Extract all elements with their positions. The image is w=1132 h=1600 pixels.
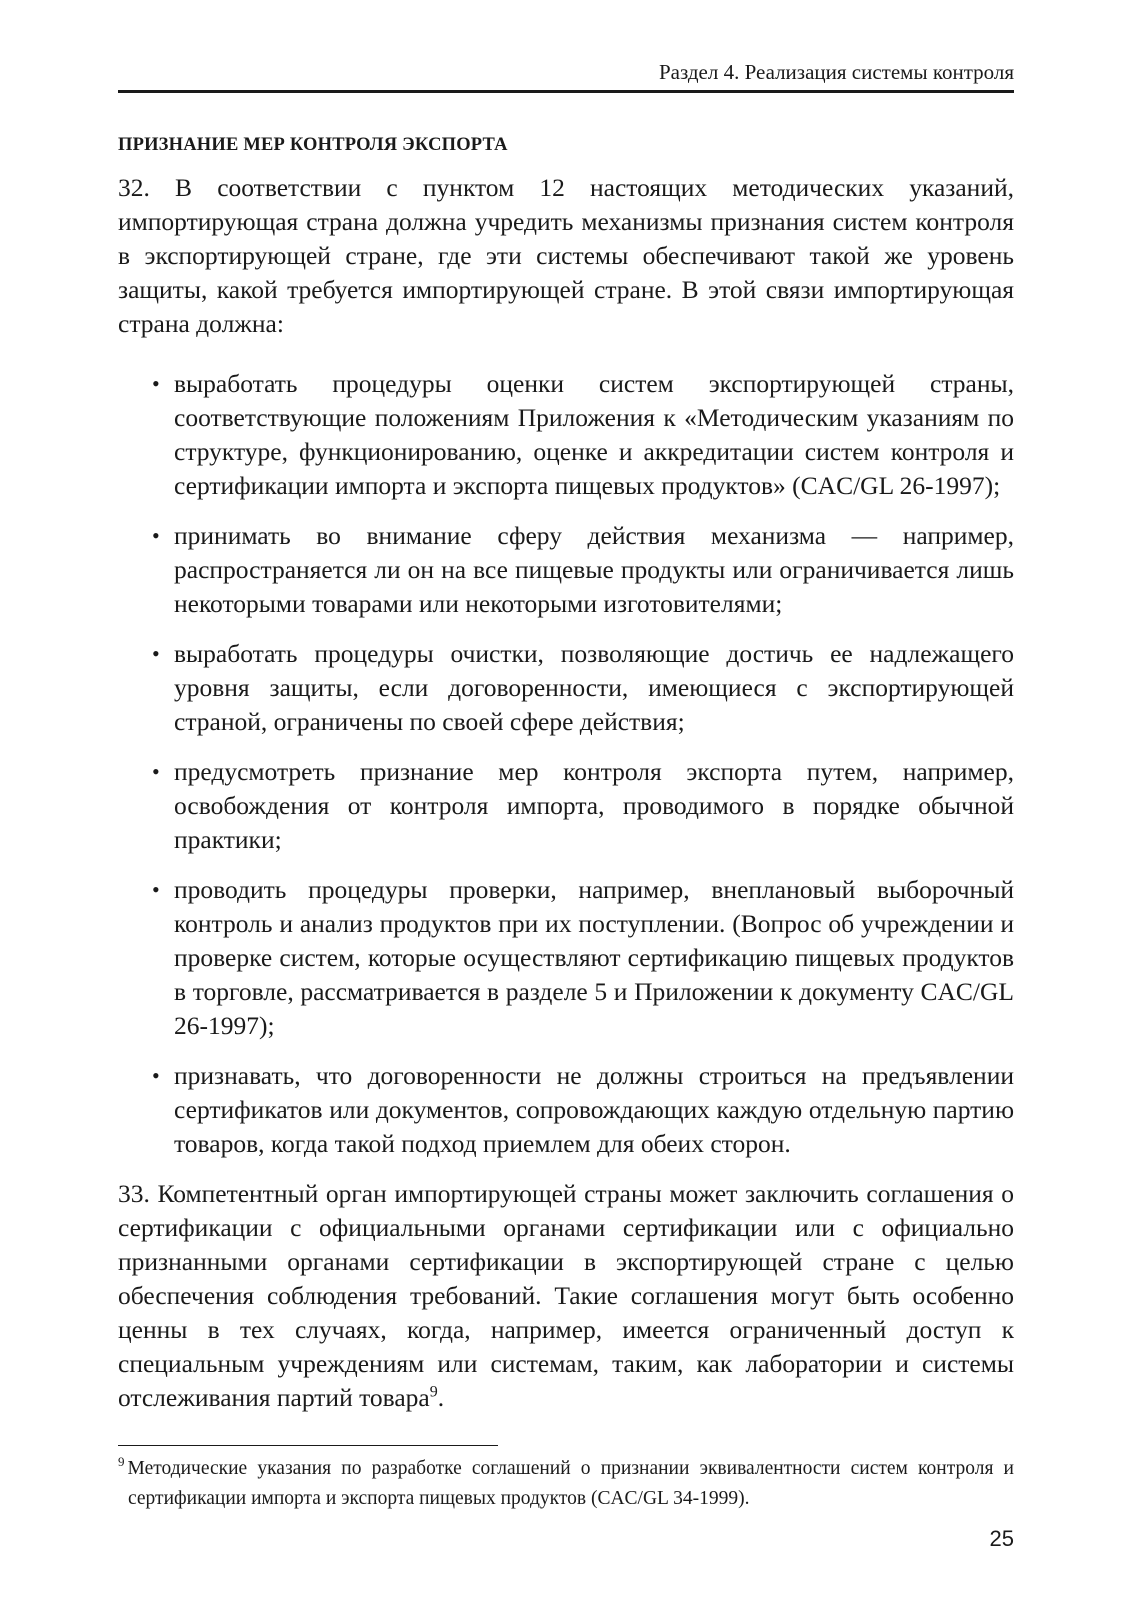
list-item-text: предусмотреть признание мер контроля экспорта путем, например, освобождения от контроля импорта, проводимого в порядке обычной практики; [174, 756, 1014, 854]
bullet-marker: • [152, 370, 160, 396]
list-item-text: выработать процедуры оценки систем экспортирующей страны, соответствующие положениям Приложения к «Методическим указаниям по структуре, функционированию, оценке и аккредитации систем контроля и сертификации импорта и экспорта пищевых продуктов» (CAC/GL 26-1997); [174, 368, 1014, 500]
list-item-text: принимать во внимание сферу действия механизма — например, распространяется ли он на все пищевые продукты или ограничивается лишь некоторыми товарами или некоторыми изготовителями; [174, 520, 1014, 618]
section-heading: ПРИЗНАНИЕ МЕР КОНТРОЛЯ ЭКСПОРТА [118, 135, 508, 155]
footnote-reference[interactable]: 9 [429, 1383, 438, 1400]
list-item [152, 755, 1014, 857]
paragraph-33-text: 33. Компетентный орган импортирующей страны может заключить соглашения о сертификации с официальными органами сертификации или с официально признанными органами сертификации в экспортирующей стране с целью обеспечения соблюдения требований. Такие соглашения могут быть особенно ценны в тех случаях, когда, например, имеется ограниченный доступ к специальным учреждениям или системам, таким, как лаборатории и системы отслеживания партий товара [118, 1178, 1014, 1412]
list-item-text: проводить процедуры проверки, например, внеплановый выборочный контроль и анализ продуктов при их поступлении. (Вопрос об учреждении и проверке систем, которые осуществляют сертификацию пищевых продуктов в торговле, рассматривается в разделе 5 и Приложении к документу CAC/GL 26-1997); [174, 874, 1014, 1040]
bullet-marker: • [152, 640, 160, 666]
list-item-text: признавать, что договоренности не должны строиться на предъявлении сертификатов или документов, сопровождающих каждую отдельную партию товаров, когда такой подход приемлем для обеих сторон. [174, 1060, 1014, 1158]
footnote [118, 1454, 1014, 1514]
bullet-marker: • [152, 522, 160, 548]
list-item [152, 519, 1014, 621]
paragraph-32: 32. В соответствии с пунктом 12 настоящих методических указаний, импортирующая страна должна учредить механизмы признания систем контроля в экспортирующей стране, где эти системы обеспечивают такой же уровень защиты, какой требуется импортирующей стране. В этой связи импортирующая страна должна: [118, 173, 1014, 338]
document-page [118, 58, 1014, 1588]
list-item [152, 367, 1014, 503]
bullet-marker: • [152, 1062, 160, 1088]
running-header: Раздел 4. Реализация системы контроля [118, 58, 1014, 93]
list-item-text: выработать процедуры очистки, позволяющие достичь ее надлежащего уровня защиты, если договоренности, имеющиеся с экспортирующей страной, ограничены по своей сфере действия; [174, 638, 1014, 736]
page-number: 25 [989, 1526, 1014, 1551]
bullet-marker: • [152, 758, 160, 784]
paragraph-33-end: . [437, 1382, 445, 1412]
list-item [152, 873, 1014, 1043]
bullet-marker: • [152, 876, 160, 902]
footnote-number: 9 [118, 1454, 125, 1469]
footnote-divider [118, 1445, 498, 1446]
bullet-list [118, 367, 1014, 1161]
list-item [152, 1059, 1014, 1161]
footnote-text: Методические указания по разработке соглашений о признании эквивалентности систем контроля и сертификации импорта и экспорта пищевых продуктов (CAC/GL 34-1999). [127, 1457, 1014, 1509]
paragraph-33 [118, 1177, 1014, 1415]
list-item [152, 637, 1014, 739]
